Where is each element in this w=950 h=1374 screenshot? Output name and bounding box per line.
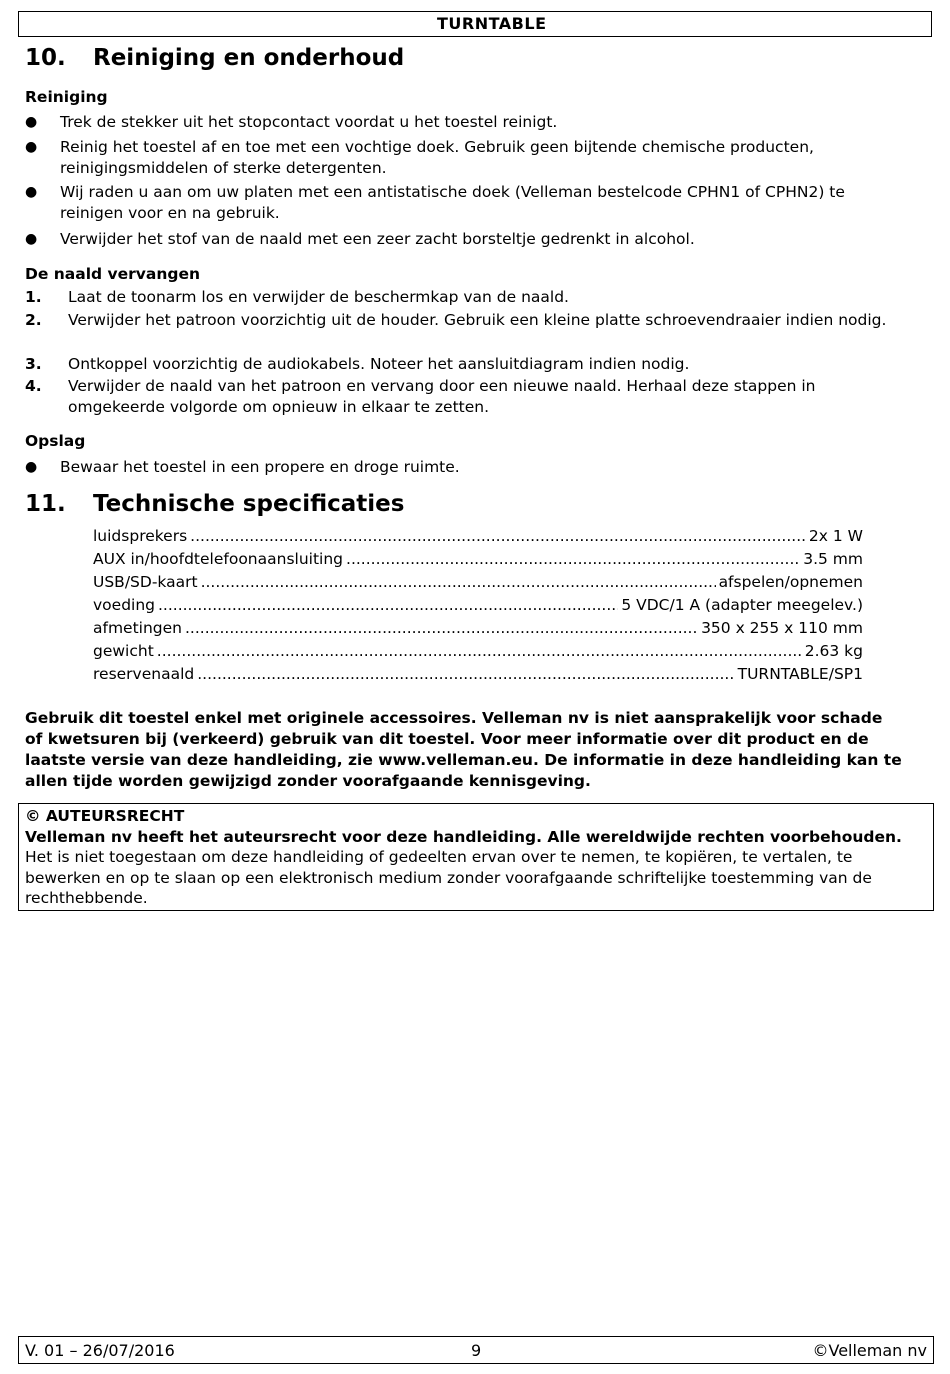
section-10-heading (25, 45, 404, 71)
dot-leader (185, 617, 698, 640)
section-title: Reiniging en onderhoud (93, 45, 405, 71)
step-item: 4. Verwijder de naald van het patroon en vervang door een nieuwe naald. Herhaal deze stappen in omgekeerde volgorde om opnieuw in elkaar te zetten. (25, 377, 816, 416)
bullet-icon: ● (25, 139, 38, 155)
step-item: 3. Ontkoppel voorzichtig de audiokabels. Noteer het aansluitdiagram indien nodig. (25, 355, 690, 373)
list-item: ● Trek de stekker uit het stopcontact voordat u het toestel reinigt. (25, 113, 558, 131)
spec-row (93, 571, 863, 594)
subheading-cleaning: Reiniging (25, 88, 108, 106)
spec-label: afmetingen (93, 619, 182, 637)
spec-row (93, 617, 863, 640)
section-11-heading (25, 491, 404, 517)
step-number: 2. (25, 311, 42, 329)
list-item: ● Reinig het toestel af en toe met een vochtige doek. Gebruik geen bijtende chemische producten, reinigingsmiddelen of sterke detergenten. (25, 138, 814, 177)
spec-label: gewicht (93, 642, 154, 660)
spec-label: AUX in/hoofdtelefoonaansluiting (93, 550, 344, 568)
step-item: 2. Verwijder het patroon voorzichtig uit de houder. Gebruik een kleine platte schroevendraaier indien nodig. (25, 311, 887, 329)
spec-row (93, 525, 863, 548)
spec-row (93, 640, 863, 663)
copyright-text: Het is niet toegestaan om deze handleiding of gedeelten ervan over te nemen, te kopiëren, te vertalen, te bewerken en op te slaan op een elektronisch medium zonder voorafgaande schriftelijke toestemming van de rechthebbende. (25, 848, 872, 907)
copyright-box (18, 803, 934, 911)
page-number: 9 (471, 1341, 482, 1360)
section-number: 11. (25, 491, 66, 517)
section-number: 10. (25, 45, 66, 71)
page-header (18, 11, 932, 37)
spec-value: 2.63 kg (804, 642, 863, 660)
step-number: 3. (25, 355, 42, 373)
spec-row (93, 548, 863, 571)
spec-value: 3.5 mm (803, 550, 863, 568)
dot-leader (197, 663, 734, 686)
subheading-storage: Opslag (25, 432, 86, 450)
bullet-icon: ● (25, 459, 38, 475)
bullet-icon: ● (25, 184, 38, 200)
list-item: ● Wij raden u aan om uw platen met een antistatische doek (Velleman bestelcode CPHN1 of CPHN2) te reinigen voor en na gebruik. (25, 183, 845, 222)
spec-value: 2x 1 W (808, 527, 863, 545)
usage-notice: Gebruik dit toestel enkel met originele accessoires. Velleman nv is niet aansprakelijk voor schade of kwetsuren bij (verkeerd) gebruik van dit toestel. Voor meer informatie over dit product en de laatste versie van deze handleiding, zie www.velleman.eu. De informatie in deze handleiding kan te allen tijde worden gewijzigd zonder voorafgaande kennisgeving. (25, 709, 902, 790)
bullet-icon: ● (25, 114, 38, 130)
dot-leader (346, 548, 800, 571)
page-footer (18, 1336, 934, 1364)
header-title: TURNTABLE (437, 14, 547, 33)
subheading-needle: De naald vervangen (25, 265, 201, 283)
section-title: Technische specificaties (93, 491, 405, 517)
bullet-icon: ● (25, 231, 38, 247)
list-item: ● Bewaar het toestel in een propere en droge ruimte. (25, 458, 460, 476)
step-number: 4. (25, 377, 42, 395)
spec-value: 350 x 255 x 110 mm (701, 619, 863, 637)
dot-leader (190, 525, 806, 548)
spec-value: 5 VDC/1 A (adapter meegelev.) (621, 596, 863, 614)
spec-row (93, 594, 863, 617)
dot-leader (157, 640, 802, 663)
copyright-bold-text: Velleman nv heeft het auteursrecht voor deze handleiding. Alle wereldwijde rechten voorbehouden. (25, 827, 902, 846)
copyright-heading: © AUTEURSRECHT (25, 807, 185, 825)
footer-version: V. 01 – 26/07/2016 (25, 1341, 175, 1360)
dot-leader (201, 571, 716, 594)
specs-table (93, 525, 863, 686)
footer-owner: ©Velleman nv (812, 1341, 927, 1360)
spec-value: TURNTABLE/SP1 (737, 665, 863, 683)
spec-label: reservenaald (93, 665, 195, 683)
spec-label: luidsprekers (93, 527, 188, 545)
list-item: ● Verwijder het stof van de naald met een zeer zacht borsteltje gedrenkt in alcohol. (25, 230, 695, 248)
copyright-body (25, 827, 927, 909)
step-item: 1. Laat de toonarm los en verwijder de beschermkap van de naald. (25, 288, 569, 306)
spec-label: USB/SD-kaart (93, 573, 198, 591)
step-number: 1. (25, 288, 42, 306)
spec-label: voeding (93, 596, 155, 614)
spec-value: afspelen/opnemen (718, 573, 863, 591)
dot-leader (158, 594, 618, 617)
spec-row (93, 663, 863, 686)
